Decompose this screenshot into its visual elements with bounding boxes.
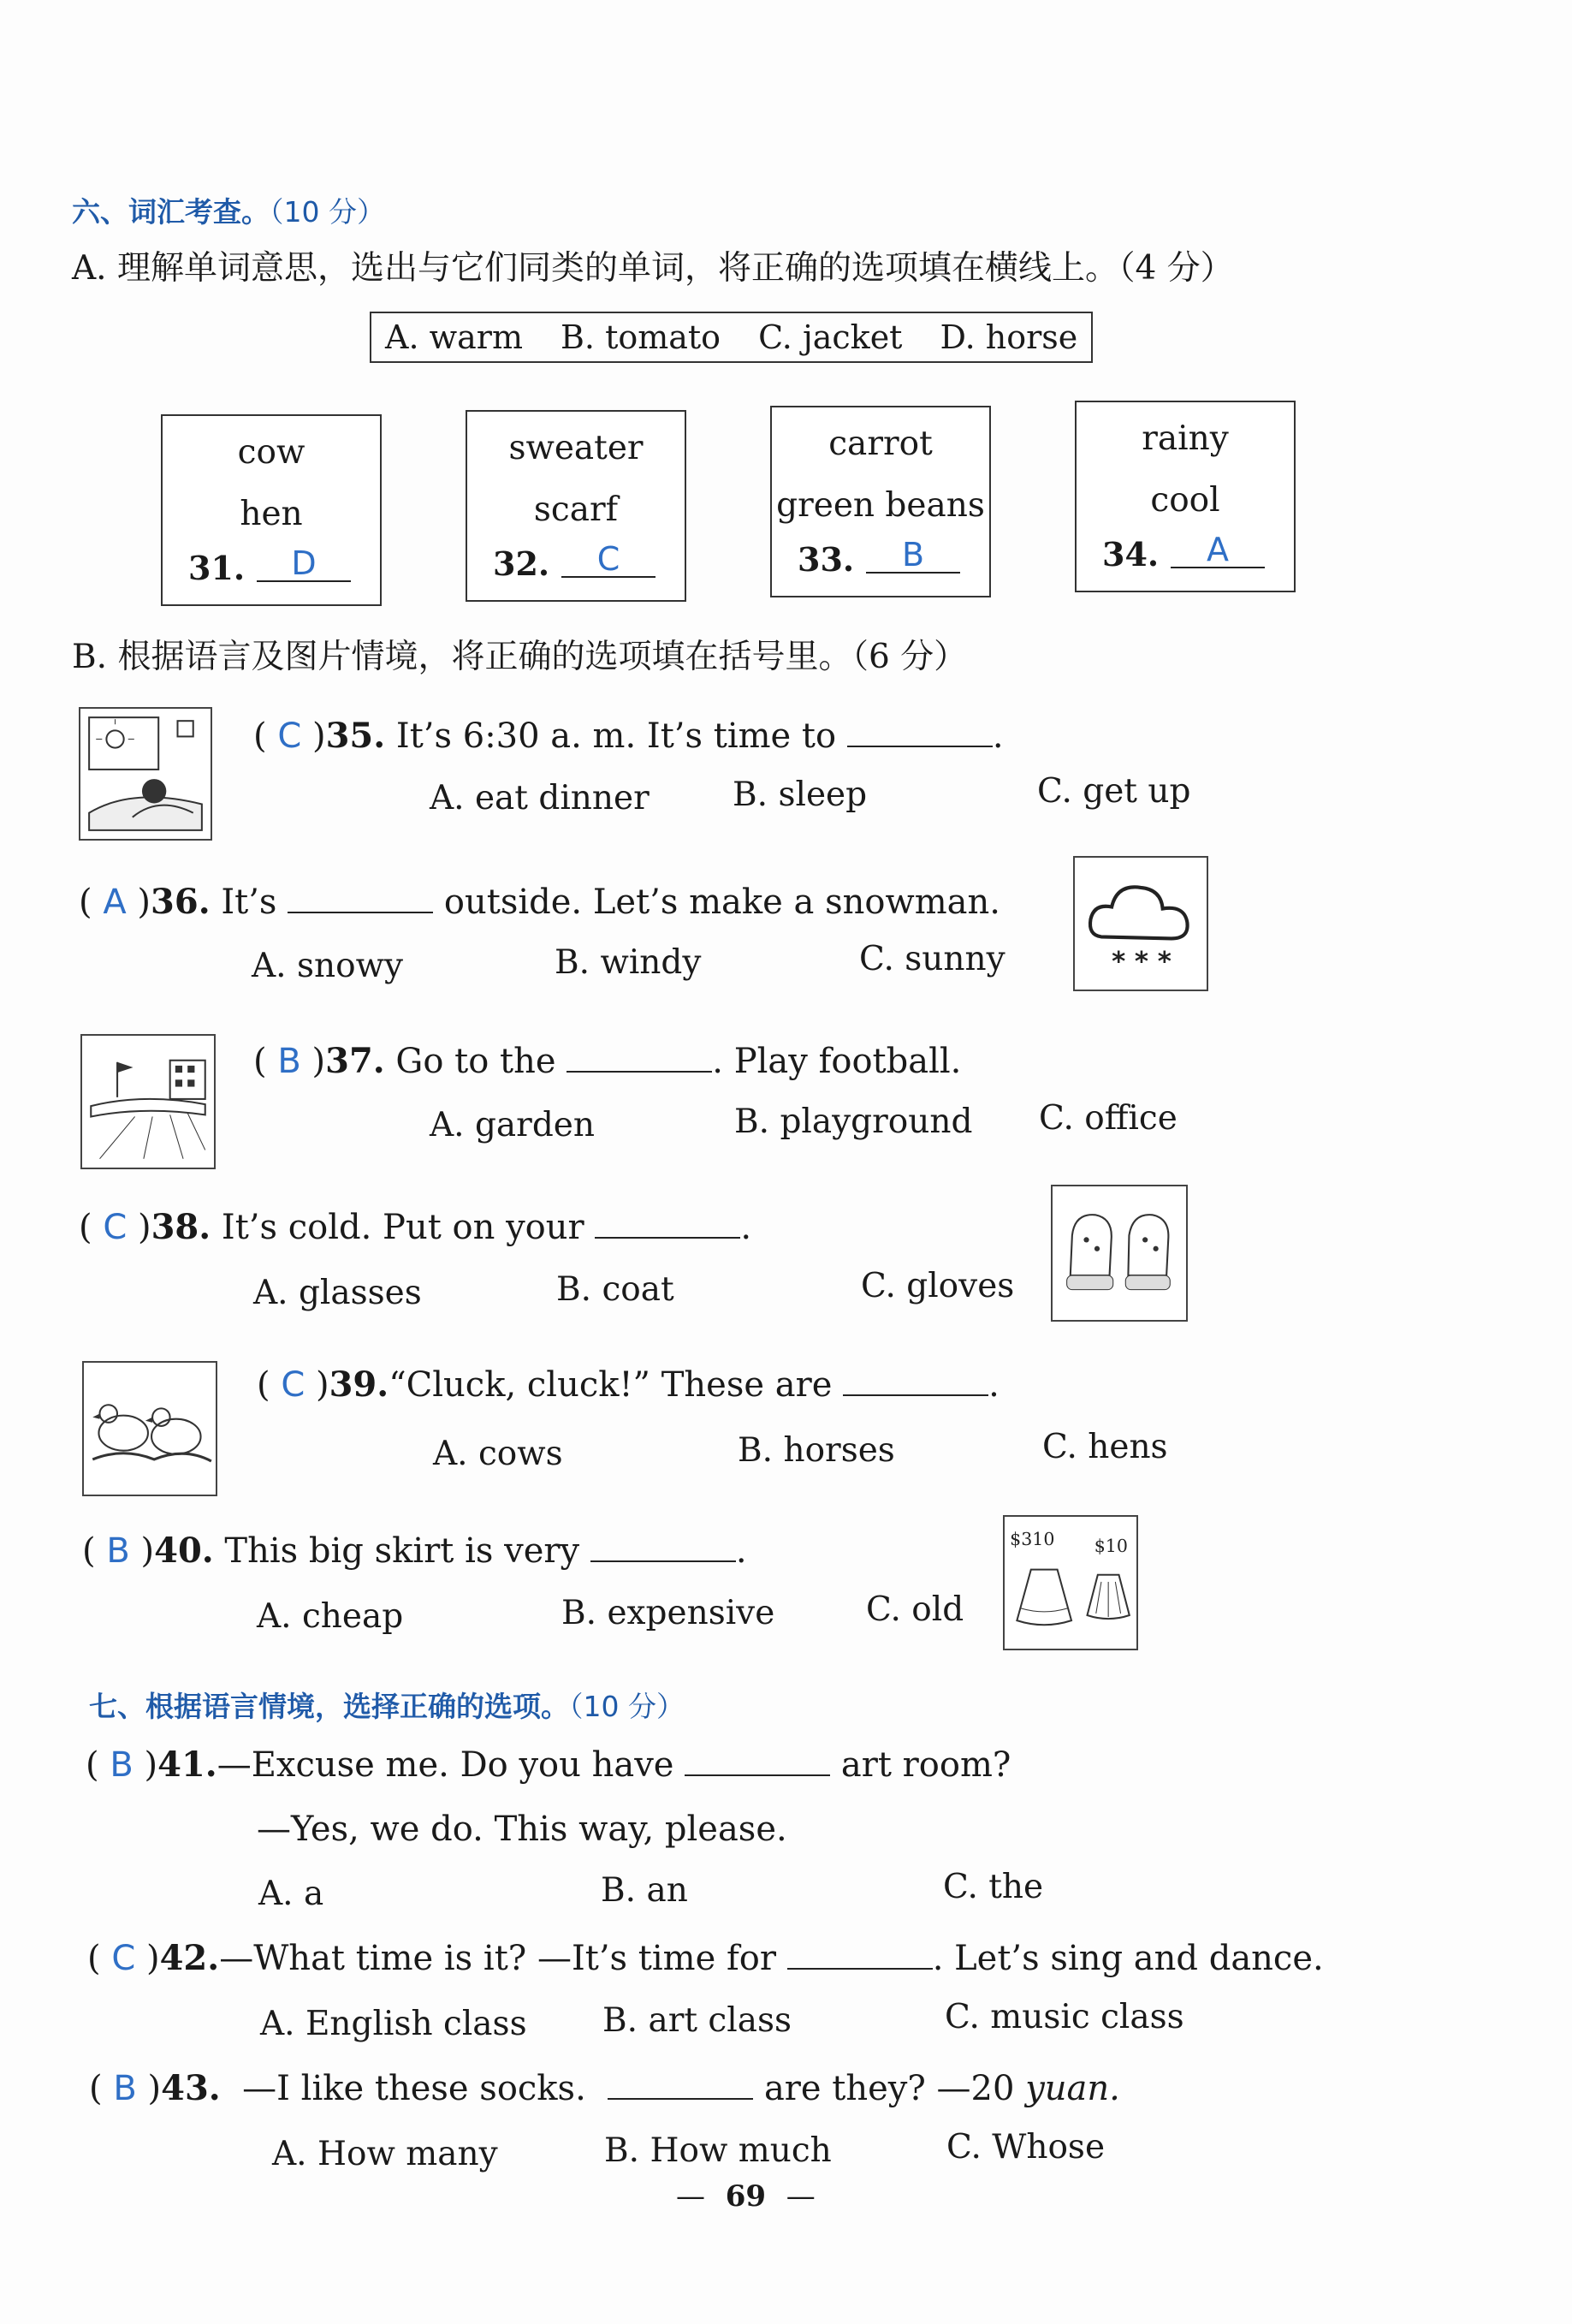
gloves-picture	[1051, 1185, 1188, 1322]
option-a: A. cheap	[257, 1597, 404, 1636]
sleeping-child-icon	[80, 709, 211, 839]
question-number: 41.	[157, 1744, 217, 1785]
answer-40: B	[106, 1531, 130, 1571]
page-number-text: 69	[725, 2179, 767, 2214]
question-text: It’s 6:30 a. m. It’s time to	[395, 716, 837, 756]
section7-points: （10 分）	[569, 1690, 685, 1723]
answer-42: C	[111, 1939, 136, 1978]
blank-line	[843, 1394, 988, 1396]
option-c: C. music class	[945, 1998, 1184, 2036]
answer-36: A	[103, 883, 127, 922]
question-number: 40.	[154, 1531, 214, 1571]
section6-title	[72, 190, 385, 230]
option-a: A. glasses	[253, 1274, 422, 1312]
card-word-1: rainy	[1142, 419, 1229, 458]
option-b: B. an	[601, 1871, 688, 1910]
question-text: This big skirt is very	[224, 1531, 580, 1571]
question-number: 42.	[159, 1938, 220, 1978]
option-a: A. a	[258, 1875, 324, 1913]
question-number: 36.	[151, 882, 211, 922]
word-card-33	[770, 406, 991, 597]
option-b: B. windy	[555, 943, 702, 982]
question-text-end: .	[740, 1208, 752, 1247]
playground-picture	[80, 1034, 216, 1169]
card-number: 31.	[188, 549, 246, 587]
footer-dash-left: —	[676, 2179, 705, 2214]
card-answer: C	[596, 540, 620, 578]
card-answer: B	[901, 536, 925, 574]
option-c: C. jacket	[758, 318, 903, 356]
bedroom-sunrise-picture	[79, 707, 212, 841]
answer-39: C	[281, 1365, 306, 1405]
word-card-31	[161, 414, 382, 606]
section6-title-text: 六、词汇考查。	[72, 195, 270, 229]
question-text-end: . Let’s sing and dance.	[932, 1939, 1324, 1978]
option-a: A. How many	[272, 2135, 498, 2173]
option-c: C. Whose	[946, 2128, 1106, 2166]
option-c: C. gloves	[861, 1267, 1015, 1305]
option-b: B. sleep	[733, 776, 868, 814]
option-c: C. get up	[1037, 772, 1191, 811]
skirt-price-icon	[1005, 1517, 1136, 1649]
question-37: ( B )37. Go to the . Play football.	[253, 1041, 962, 1081]
question-39: ( C )39.“Cluck, cluck!” These are .	[257, 1364, 1000, 1405]
option-a: A. warm	[385, 318, 523, 356]
question-40: ( B )40. This big skirt is very .	[82, 1531, 747, 1571]
partB-instruction: B. 根据语言及图片情境，将正确的选项填在括号里。（6 分）	[72, 638, 968, 676]
question-text: —Excuse me. Do you have	[217, 1745, 674, 1785]
question-number: 38.	[151, 1207, 211, 1247]
card-answer: D	[291, 544, 317, 582]
option-c: C. hens	[1042, 1428, 1168, 1466]
question-text-end: .	[988, 1365, 1000, 1405]
option-b: B. playground	[734, 1103, 973, 1141]
page-number	[676, 2179, 816, 2214]
question-number: 39.	[329, 1364, 389, 1405]
question-36: ( A )36. It’s outside. Let’s make a snowman.	[79, 882, 1000, 922]
card-word-2: hen	[240, 495, 303, 533]
answer-38: C	[103, 1208, 128, 1247]
question-number: 43.	[161, 2068, 221, 2108]
blank-line	[595, 1236, 740, 1239]
svg-text:* * *: * * *	[1112, 946, 1172, 978]
blank-line	[590, 1560, 736, 1562]
price-label-expensive: $310	[1010, 1528, 1055, 1549]
option-b: B. tomato	[560, 318, 721, 356]
option-c: C. sunny	[859, 940, 1005, 978]
card-word-1: sweater	[508, 429, 644, 467]
section7-title-text: 七、根据语言情境，选择正确的选项。	[89, 1690, 569, 1723]
blank-line	[608, 2097, 753, 2100]
question-38: ( C )38. It’s cold. Put on your .	[79, 1207, 752, 1247]
blank-line	[685, 1774, 830, 1776]
option-c: C. old	[866, 1590, 964, 1629]
card-word-2: scarf	[533, 490, 619, 529]
partA-options-box	[370, 312, 1093, 363]
snow-cloud-icon	[1075, 858, 1207, 990]
partA-instruction: A. 理解单词意思，选出与它们同类的单词，将正确的选项填在横线上。（4 分）	[72, 249, 1234, 288]
question-text-end: .	[735, 1531, 747, 1571]
option-c: C. the	[943, 1868, 1044, 1906]
question-text-end: .	[992, 716, 1004, 756]
question-41-reply: —Yes, we do. This way, please.	[257, 1810, 787, 1849]
option-b: B. horses	[738, 1431, 895, 1470]
option-a: A. English class	[260, 2005, 527, 2043]
question-text-end: outside. Let’s make a snowman.	[443, 883, 1000, 922]
question-35: ( C )35. It’s 6:30 a. m. It’s time to .	[253, 716, 1004, 756]
question-text-end: . Play football.	[712, 1042, 962, 1081]
snowy-cloud-picture	[1073, 856, 1208, 991]
question-text-end: art room?	[840, 1745, 1011, 1785]
footer-dash-right: —	[786, 2179, 816, 2214]
blank-line	[567, 1070, 712, 1073]
card-word-2: cool	[1150, 481, 1220, 520]
blank-line	[787, 1967, 933, 1970]
question-text-end: are they? —20	[763, 2069, 1015, 2108]
option-b: B. How much	[604, 2131, 832, 2170]
question-41: ( B )41.—Excuse me. Do you have art room?	[86, 1744, 1011, 1785]
option-a: A. cows	[433, 1435, 563, 1473]
question-number: 37.	[325, 1041, 385, 1081]
mittens-icon	[1053, 1186, 1186, 1320]
option-b: B. expensive	[561, 1594, 775, 1632]
section7-title	[89, 1685, 685, 1725]
question-43: ( B )43. —I like these socks. are they? —20 yuan.	[89, 2068, 1120, 2108]
card-number: 33.	[798, 540, 855, 579]
card-word-1: carrot	[828, 425, 933, 463]
answer-43: B	[113, 2069, 137, 2108]
card-number: 32.	[493, 544, 550, 583]
card-word-2: green beans	[776, 486, 985, 525]
option-a: A. eat dinner	[430, 779, 650, 817]
question-text: “Cluck, cluck!” These are	[389, 1365, 833, 1405]
hens-picture	[82, 1361, 217, 1496]
answer-41: B	[110, 1745, 133, 1785]
question-text: It’s	[221, 883, 277, 922]
card-number: 34.	[1102, 535, 1160, 574]
section6-points: （10 分）	[270, 195, 385, 229]
question-text: —What time is it? —It’s time for	[219, 1939, 776, 1978]
blank-line	[288, 911, 433, 913]
skirts-picture	[1003, 1515, 1138, 1650]
answer-35: C	[277, 716, 302, 756]
word-card-34	[1075, 401, 1296, 592]
card-word-1: cow	[237, 433, 306, 472]
answer-37: B	[277, 1042, 301, 1081]
word-card-32	[466, 410, 686, 602]
currency-yuan: yuan.	[1025, 2069, 1120, 2108]
blank-line	[847, 745, 993, 747]
card-answer: A	[1207, 531, 1229, 568]
option-b: B. coat	[556, 1270, 674, 1309]
option-a: A. snowy	[252, 947, 403, 985]
option-b: B. art class	[602, 2001, 792, 2040]
question-number: 35.	[325, 716, 386, 756]
option-c: C. office	[1039, 1099, 1178, 1138]
price-label-cheap: $10	[1094, 1536, 1128, 1557]
question-text: Go to the	[395, 1042, 556, 1081]
option-d: D. horse	[940, 318, 1078, 356]
hen-icon	[84, 1363, 216, 1495]
playground-icon	[82, 1036, 214, 1168]
question-text: It’s cold. Put on your	[221, 1208, 584, 1247]
question-42: ( C )42.—What time is it? —It’s time for . Let’s sing and dance.	[87, 1938, 1324, 1978]
option-a: A. garden	[430, 1106, 595, 1144]
question-text: —I like these socks.	[242, 2069, 586, 2108]
